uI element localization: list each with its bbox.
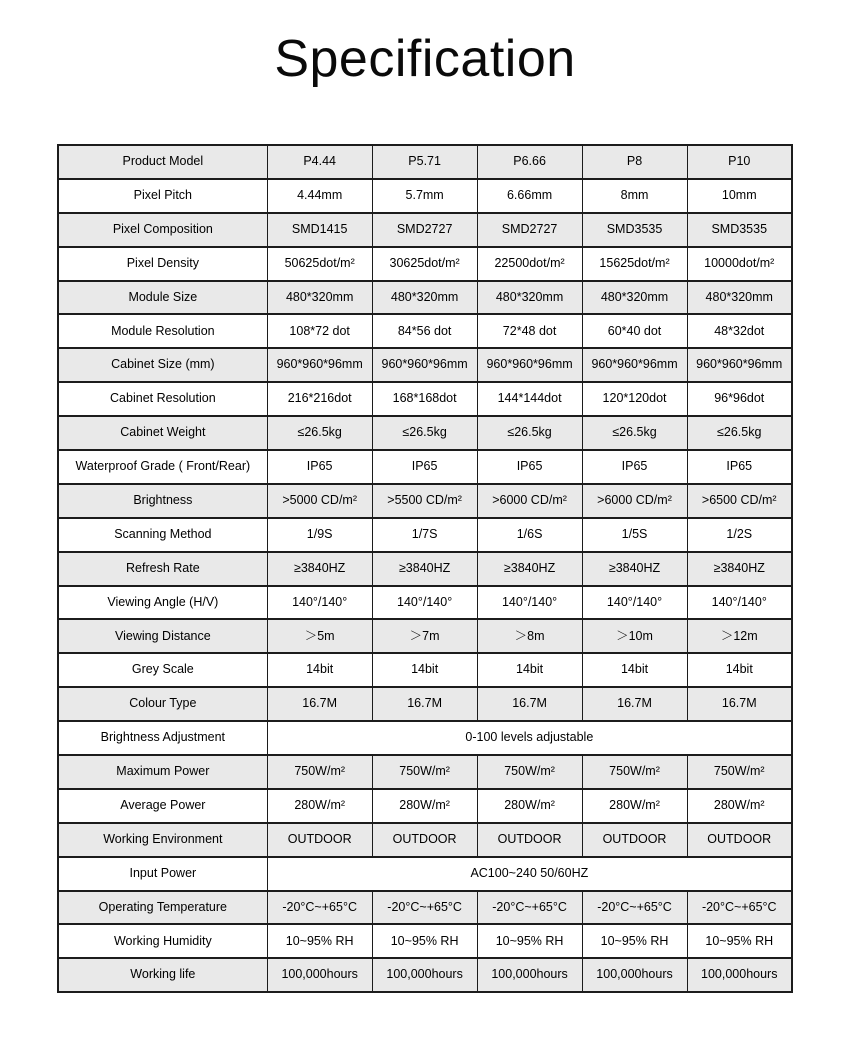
value-cell: 280W/m² <box>687 789 792 823</box>
value-cell: 1/6S <box>477 518 582 552</box>
value-cell: 100,000hours <box>477 958 582 992</box>
value-cell: >5500 CD/m² <box>372 484 477 518</box>
table-row <box>58 247 792 281</box>
value-cell: 144*144dot <box>477 382 582 416</box>
value-cell: 280W/m² <box>582 789 687 823</box>
value-cell: 10000dot/m² <box>687 247 792 281</box>
value-cell: ＞5m <box>267 619 372 653</box>
value-cell: 280W/m² <box>372 789 477 823</box>
value-cell: 120*120dot <box>582 382 687 416</box>
value-cell: ≥3840HZ <box>582 552 687 586</box>
table-row <box>58 518 792 552</box>
value-cell: 84*56 dot <box>372 314 477 348</box>
value-cell: 100,000hours <box>372 958 477 992</box>
value-cell: >5000 CD/m² <box>267 484 372 518</box>
value-cell: ＞10m <box>582 619 687 653</box>
table-row <box>58 958 792 992</box>
value-cell: 10~95% RH <box>372 924 477 958</box>
value-cell: 100,000hours <box>267 958 372 992</box>
value-cell: OUTDOOR <box>477 823 582 857</box>
merged-value-cell: AC100~240 50/60HZ <box>267 857 792 891</box>
table-row <box>58 755 792 789</box>
row-label: Cabinet Resolution <box>58 382 267 416</box>
value-cell: OUTDOOR <box>687 823 792 857</box>
value-cell: 960*960*96mm <box>582 348 687 382</box>
row-label: Pixel Density <box>58 247 267 281</box>
row-label: Average Power <box>58 789 267 823</box>
value-cell: 750W/m² <box>477 755 582 789</box>
table-row <box>58 450 792 484</box>
table-row <box>58 619 792 653</box>
specification-table-body <box>58 145 792 992</box>
value-cell: 168*168dot <box>372 382 477 416</box>
merged-value-cell: 0-100 levels adjustable <box>267 721 792 755</box>
table-row <box>58 789 792 823</box>
row-label: Viewing Angle (H/V) <box>58 586 267 620</box>
value-cell: 960*960*96mm <box>477 348 582 382</box>
value-cell: 14bit <box>477 653 582 687</box>
value-cell: 750W/m² <box>582 755 687 789</box>
value-cell: 108*72 dot <box>267 314 372 348</box>
value-cell: 48*32dot <box>687 314 792 348</box>
row-label: Cabinet Size (mm) <box>58 348 267 382</box>
value-cell: 280W/m² <box>267 789 372 823</box>
value-cell: 1/2S <box>687 518 792 552</box>
value-cell: -20°C~+65°C <box>582 891 687 925</box>
table-row <box>58 179 792 213</box>
value-cell: 16.7M <box>687 687 792 721</box>
value-cell: 140°/140° <box>582 586 687 620</box>
row-label: Viewing Distance <box>58 619 267 653</box>
value-cell: 16.7M <box>582 687 687 721</box>
value-cell: 16.7M <box>372 687 477 721</box>
value-cell: 16.7M <box>477 687 582 721</box>
value-cell: SMD3535 <box>582 213 687 247</box>
value-cell: >6500 CD/m² <box>687 484 792 518</box>
value-cell: 750W/m² <box>267 755 372 789</box>
value-cell: 480*320mm <box>687 281 792 315</box>
row-label: Maximum Power <box>58 755 267 789</box>
table-row <box>58 857 792 891</box>
value-cell: -20°C~+65°C <box>372 891 477 925</box>
value-cell: 60*40 dot <box>582 314 687 348</box>
value-cell: ≤26.5kg <box>267 416 372 450</box>
value-cell: ≤26.5kg <box>477 416 582 450</box>
table-row <box>58 552 792 586</box>
value-cell: 72*48 dot <box>477 314 582 348</box>
value-cell: 22500dot/m² <box>477 247 582 281</box>
table-row <box>58 484 792 518</box>
value-cell: SMD3535 <box>687 213 792 247</box>
value-cell: >6000 CD/m² <box>477 484 582 518</box>
value-cell: 480*320mm <box>477 281 582 315</box>
value-cell: 5.7mm <box>372 179 477 213</box>
value-cell: 140°/140° <box>687 586 792 620</box>
value-cell: 960*960*96mm <box>372 348 477 382</box>
value-cell: 960*960*96mm <box>687 348 792 382</box>
value-cell: 216*216dot <box>267 382 372 416</box>
value-cell: 50625dot/m² <box>267 247 372 281</box>
table-row <box>58 145 792 179</box>
row-label: Pixel Composition <box>58 213 267 247</box>
value-cell: 14bit <box>582 653 687 687</box>
row-label: Operating Temperature <box>58 891 267 925</box>
value-cell: ≤26.5kg <box>582 416 687 450</box>
value-cell: 960*960*96mm <box>267 348 372 382</box>
value-cell: ≤26.5kg <box>687 416 792 450</box>
value-cell: 1/9S <box>267 518 372 552</box>
value-cell: >6000 CD/m² <box>582 484 687 518</box>
value-cell: ＞8m <box>477 619 582 653</box>
value-cell: OUTDOOR <box>582 823 687 857</box>
value-cell: P4.44 <box>267 145 372 179</box>
row-label: Colour Type <box>58 687 267 721</box>
table-row <box>58 314 792 348</box>
table-row <box>58 653 792 687</box>
value-cell: 15625dot/m² <box>582 247 687 281</box>
table-row <box>58 721 792 755</box>
row-label: Working Environment <box>58 823 267 857</box>
row-label: Brightness Adjustment <box>58 721 267 755</box>
value-cell: 750W/m² <box>372 755 477 789</box>
value-cell: -20°C~+65°C <box>687 891 792 925</box>
value-cell: OUTDOOR <box>267 823 372 857</box>
value-cell: 1/7S <box>372 518 477 552</box>
row-label: Working life <box>58 958 267 992</box>
value-cell: ≤26.5kg <box>372 416 477 450</box>
specification-table <box>57 144 793 993</box>
value-cell: 96*96dot <box>687 382 792 416</box>
value-cell: 480*320mm <box>582 281 687 315</box>
value-cell: 14bit <box>372 653 477 687</box>
row-label: Working Humidity <box>58 924 267 958</box>
value-cell: SMD2727 <box>372 213 477 247</box>
value-cell: IP65 <box>582 450 687 484</box>
value-cell: 140°/140° <box>477 586 582 620</box>
table-row <box>58 924 792 958</box>
table-row <box>58 687 792 721</box>
table-row <box>58 213 792 247</box>
value-cell: ≥3840HZ <box>477 552 582 586</box>
value-cell: 4.44mm <box>267 179 372 213</box>
table-row <box>58 586 792 620</box>
value-cell: 480*320mm <box>372 281 477 315</box>
table-row <box>58 891 792 925</box>
value-cell: IP65 <box>267 450 372 484</box>
table-row <box>58 382 792 416</box>
table-row <box>58 348 792 382</box>
table-row <box>58 823 792 857</box>
value-cell: 100,000hours <box>687 958 792 992</box>
value-cell: SMD2727 <box>477 213 582 247</box>
value-cell: IP65 <box>372 450 477 484</box>
table-row <box>58 416 792 450</box>
value-cell: ≥3840HZ <box>267 552 372 586</box>
row-label: Refresh Rate <box>58 552 267 586</box>
value-cell: P10 <box>687 145 792 179</box>
row-label: Input Power <box>58 857 267 891</box>
table-row <box>58 281 792 315</box>
value-cell: 1/5S <box>582 518 687 552</box>
value-cell: 10mm <box>687 179 792 213</box>
value-cell: 100,000hours <box>582 958 687 992</box>
value-cell: SMD1415 <box>267 213 372 247</box>
value-cell: 280W/m² <box>477 789 582 823</box>
row-label: Module Resolution <box>58 314 267 348</box>
page-title: Specification <box>274 30 576 88</box>
row-label: Brightness <box>58 484 267 518</box>
row-label: Scanning Method <box>58 518 267 552</box>
value-cell: 8mm <box>582 179 687 213</box>
value-cell: P6.66 <box>477 145 582 179</box>
value-cell: 10~95% RH <box>477 924 582 958</box>
value-cell: ＞12m <box>687 619 792 653</box>
value-cell: IP65 <box>477 450 582 484</box>
value-cell: 750W/m² <box>687 755 792 789</box>
value-cell: 10~95% RH <box>582 924 687 958</box>
row-label: Module Size <box>58 281 267 315</box>
value-cell: 16.7M <box>267 687 372 721</box>
value-cell: 10~95% RH <box>267 924 372 958</box>
value-cell: P8 <box>582 145 687 179</box>
value-cell: ≥3840HZ <box>372 552 477 586</box>
value-cell: ＞7m <box>372 619 477 653</box>
row-label: Waterproof Grade ( Front/Rear) <box>58 450 267 484</box>
value-cell: OUTDOOR <box>372 823 477 857</box>
value-cell: -20°C~+65°C <box>267 891 372 925</box>
row-label: Pixel Pitch <box>58 179 267 213</box>
value-cell: P5.71 <box>372 145 477 179</box>
value-cell: 30625dot/m² <box>372 247 477 281</box>
value-cell: 14bit <box>687 653 792 687</box>
value-cell: 140°/140° <box>372 586 477 620</box>
value-cell: 10~95% RH <box>687 924 792 958</box>
value-cell: -20°C~+65°C <box>477 891 582 925</box>
row-label: Cabinet Weight <box>58 416 267 450</box>
value-cell: 140°/140° <box>267 586 372 620</box>
row-label: Grey Scale <box>58 653 267 687</box>
value-cell: 14bit <box>267 653 372 687</box>
value-cell: IP65 <box>687 450 792 484</box>
row-label: Product Model <box>58 145 267 179</box>
value-cell: 480*320mm <box>267 281 372 315</box>
value-cell: ≥3840HZ <box>687 552 792 586</box>
value-cell: 6.66mm <box>477 179 582 213</box>
